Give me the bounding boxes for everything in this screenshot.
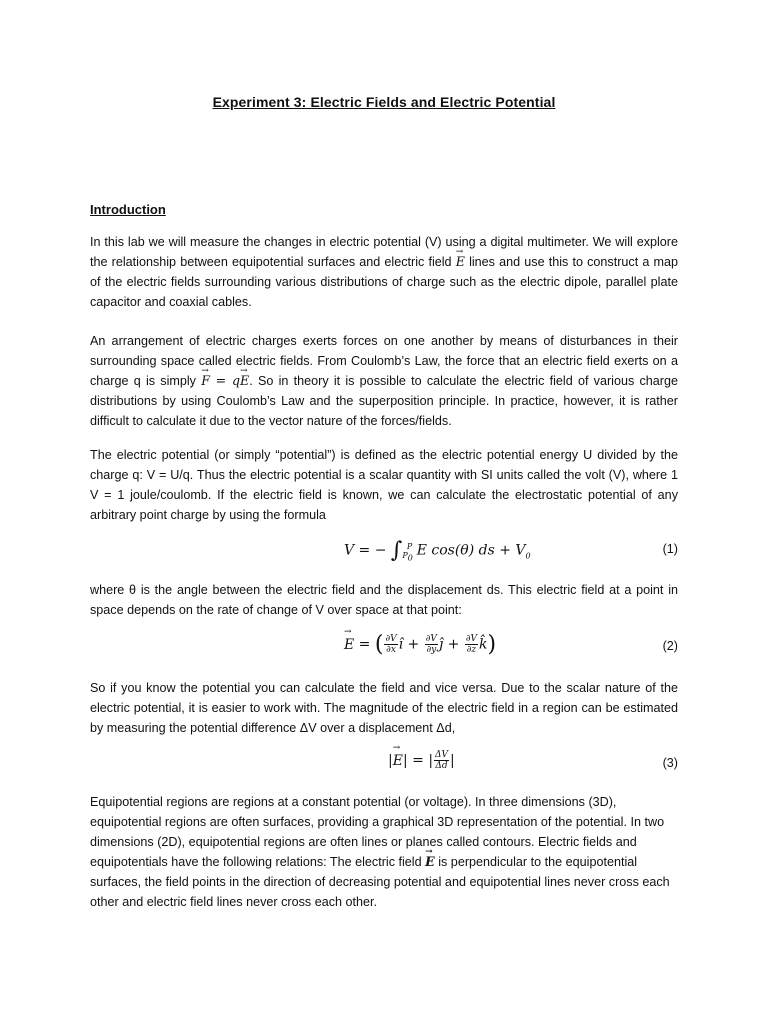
paragraph-2 bbox=[90, 331, 678, 431]
section-heading: Introduction bbox=[90, 202, 166, 217]
equation-3-number: (3) bbox=[662, 756, 678, 770]
p2-text-b: = q bbox=[209, 373, 241, 388]
vector-f-symbol: → F bbox=[201, 371, 210, 391]
paragraph-3: The electric potential (or simply “potential”) is defined as the electric potential energy U divided by the charge q: V = U/q. Thus the electric potential is a scalar quantity with SI units called the volt (V), where 1 V = 1 joule/coulomb. If the electric field is known, we can calculate the electrostatic potential of any arbitrary point charge by using the formula bbox=[90, 448, 678, 522]
vector-e-symbol: → E bbox=[240, 371, 249, 391]
equation-2-row bbox=[90, 632, 678, 662]
equation-1-number: (1) bbox=[662, 542, 678, 556]
paragraph-5: So if you know the potential you can calculate the field and vice versa. Due to the scalar nature of the electric potential, it is easier to work with. The magnitude of the electric field in a region can be estimated by measuring the potential difference ΔV over a displacement Δd, bbox=[90, 681, 678, 735]
paragraph-1 bbox=[90, 232, 678, 312]
paragraph-6 bbox=[90, 792, 678, 912]
equation-2: → E = ( $\frac{\partial V}{\partial x}$ î + $\frac{\partial V}{\partial y}$ ĵ + $\frac{\partial V}{\partial z}$ k̂) bbox=[344, 632, 496, 657]
equation-3-row bbox=[90, 750, 678, 780]
vector-e-symbol: → E bbox=[456, 252, 465, 272]
p1-text-b: lines and use this to construct a map of the electric fields surrounding various distributions of charge such as the electric dipole, parallel plate capacitor and coaxial cables. bbox=[90, 255, 678, 309]
page-title: Experiment 3: Electric Fields and Electric Potential bbox=[212, 94, 556, 110]
equation-3: |→ E| = | $\frac{\Delta V}{\Delta d}$ | bbox=[388, 750, 455, 771]
paragraph-4: where θ is the angle between the electric field and the displacement ds. This electric field at a point in space depends on the rate of change of V over space at that point: bbox=[90, 583, 678, 617]
equation-1: V = − $\int_{P0}^P$ E cos(θ) ds + $V_0$ bbox=[344, 538, 531, 563]
p6-text-b: is perpendicular to the equipotential surfaces, the field points in the direction of decreasing potential and equipotential lines never cross each other and electric field lines never cross each other. bbox=[90, 855, 670, 909]
vector-e-symbol: → E bbox=[425, 852, 435, 872]
p2-text-a: An arrangement of electric charges exerts forces on one another by means of disturbances in their surrounding space called electric fields. From Coulomb’s Law, the force that an electric field exerts on a charge q is simply bbox=[90, 334, 678, 388]
equation-1-row bbox=[90, 538, 678, 568]
p1-text-a: In this lab we will measure the changes in electric potential (V) using a digital multimeter. We will explore the relationship between equipotential surfaces and electric field bbox=[90, 235, 678, 269]
equation-2-number: (2) bbox=[662, 639, 678, 653]
document-page bbox=[90, 0, 678, 1024]
p2-text-c: . So in theory it is possible to calculate the electric field of various charge distributions by using Coulomb’s Law and the superposition principle. In practice, however, it is rather difficult to calculate it due to the vector nature of the forces/fields. bbox=[90, 374, 679, 428]
p6-text-a: Equipotential regions are regions at a constant potential (or voltage). In three dimensions (3D), equipotential regions are often surfaces, providing a graphical 3D representation of the potential. In two dimensions (2D), equipotential regions are often lines or planes called contours. Electric fields and equipotentials have the following relations: The electric field bbox=[90, 795, 665, 869]
